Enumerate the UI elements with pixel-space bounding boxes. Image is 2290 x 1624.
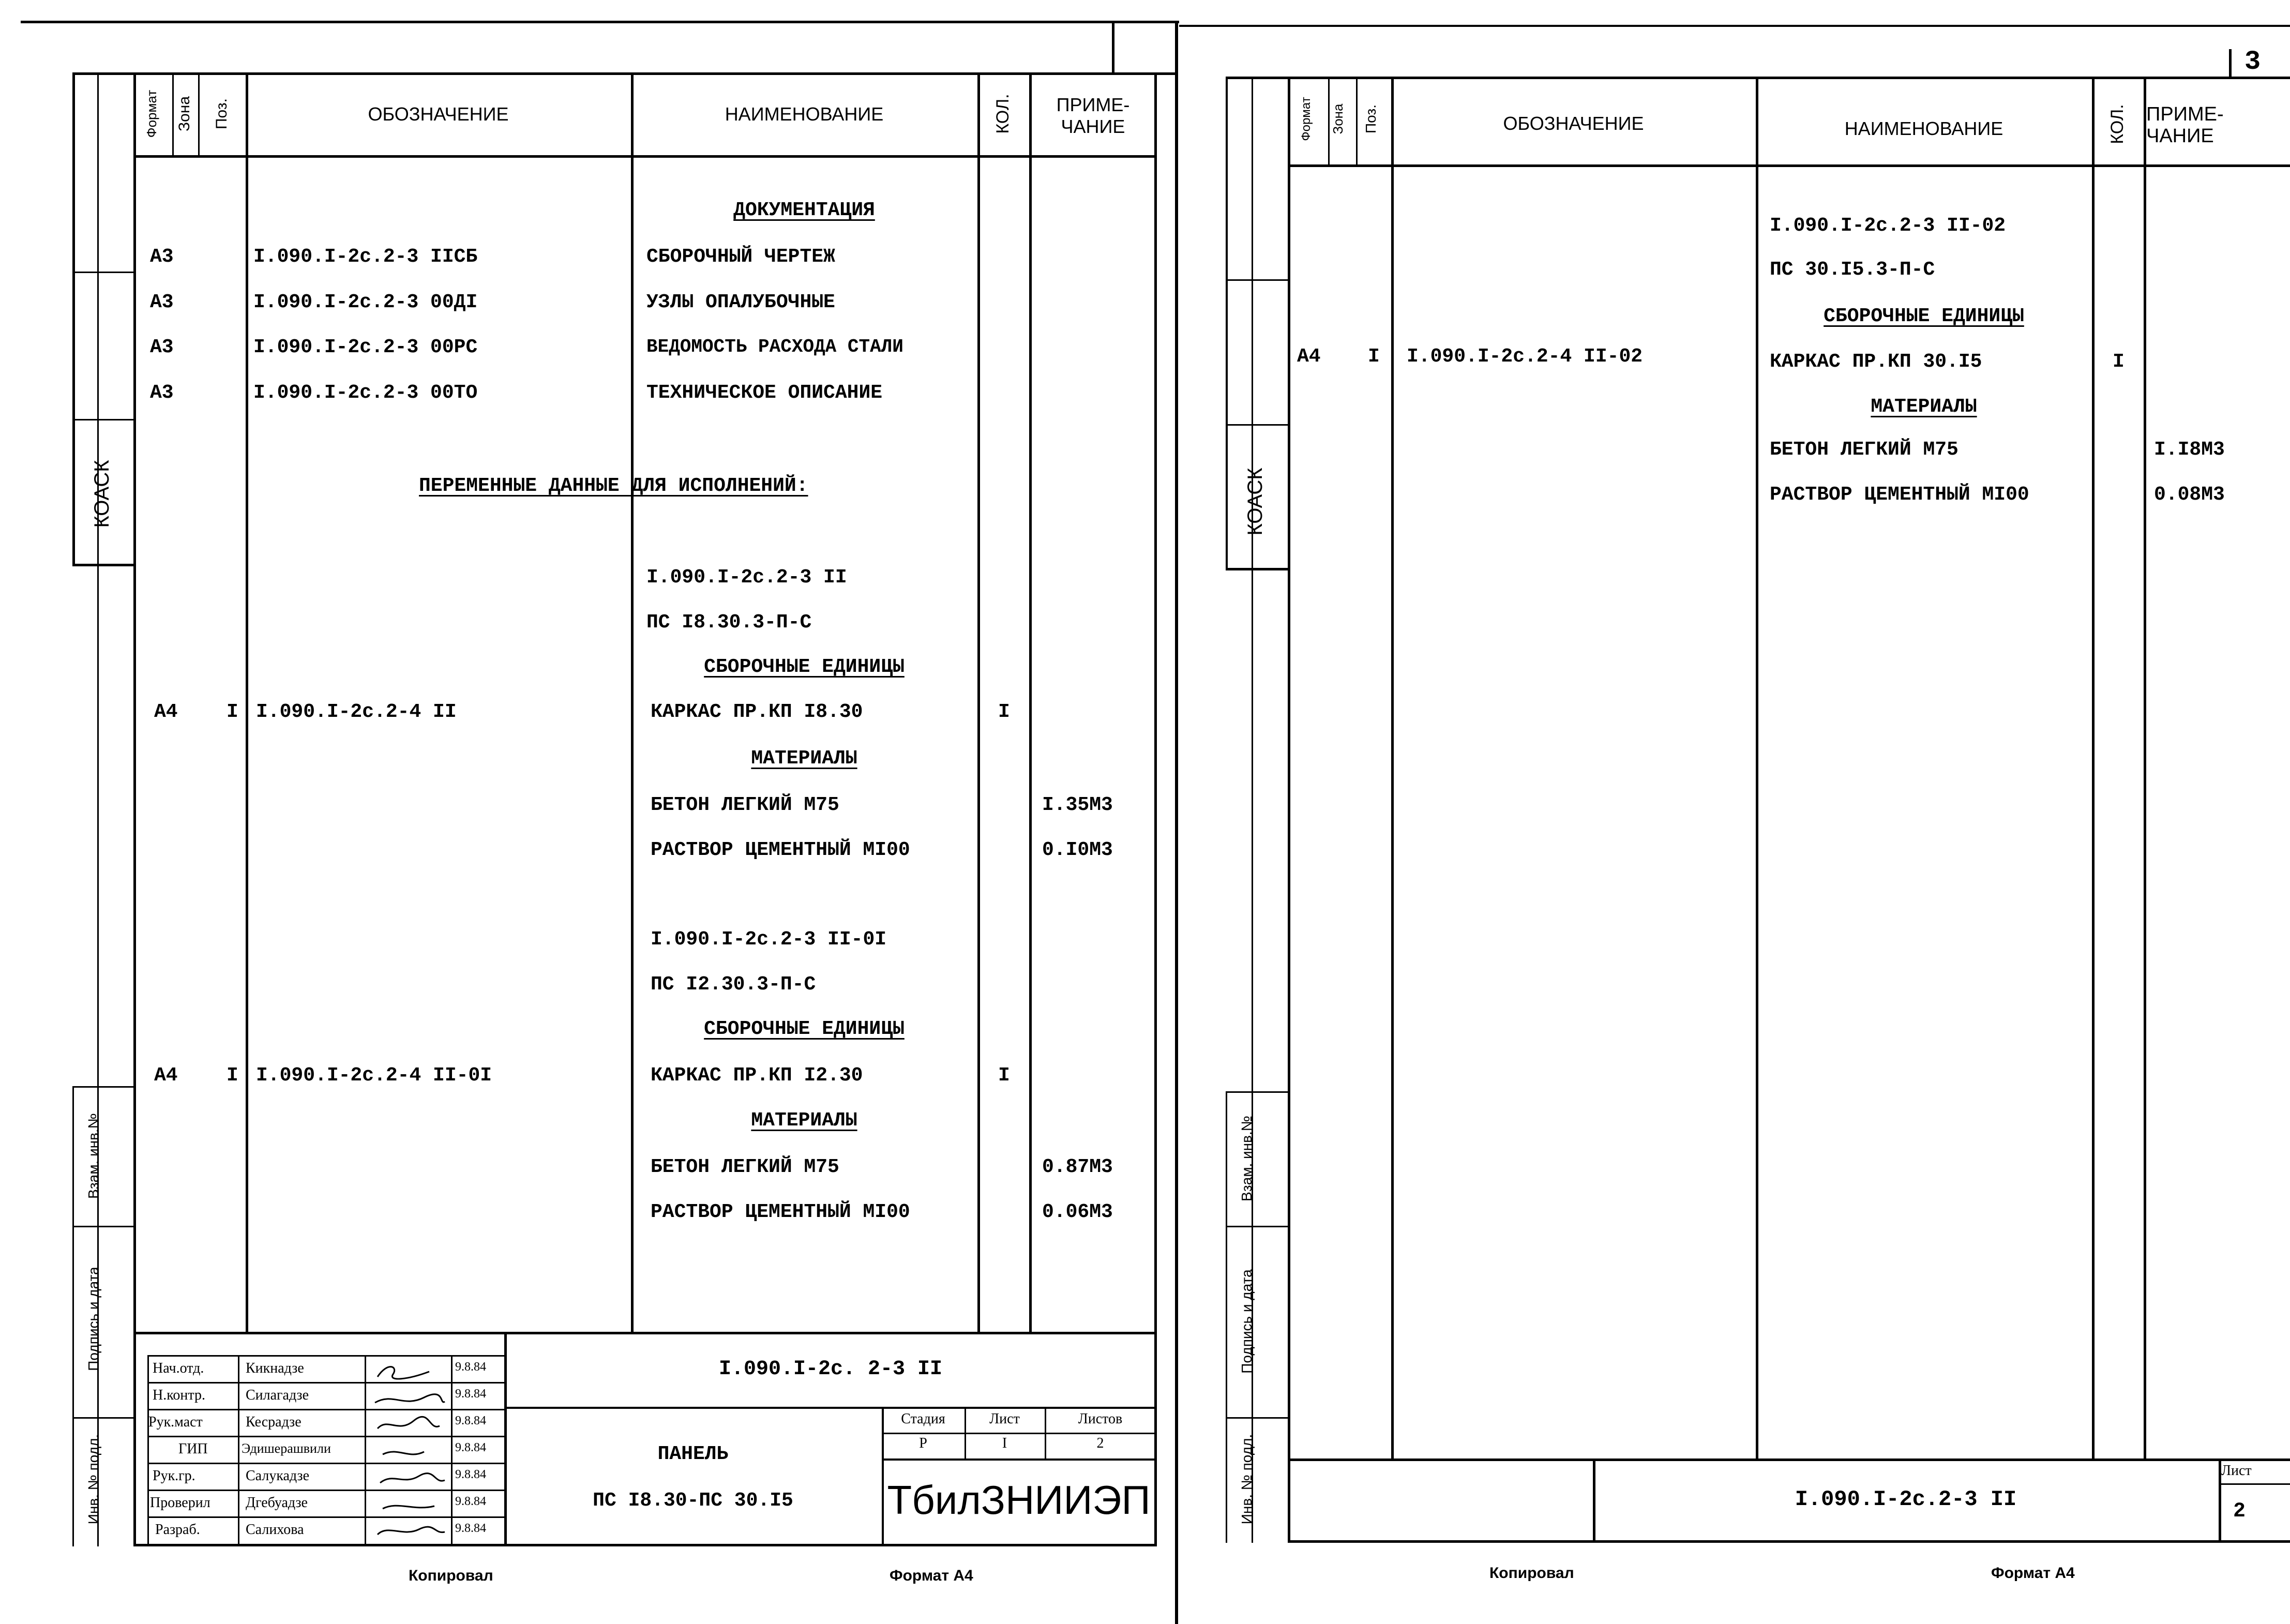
col-line: [1328, 77, 1330, 164]
stamp-date: 9.8.84: [455, 1387, 486, 1401]
stamp-sheets-header: Листов: [1078, 1411, 1123, 1427]
center-fold-line: [1175, 21, 1178, 1624]
grid-line: [451, 1355, 453, 1544]
stamp-sheet: I: [1002, 1435, 1007, 1451]
stamp-rule: [504, 1407, 1157, 1409]
stamp-person: Салукадзе: [246, 1468, 310, 1484]
row-designation: I.090.I-2с.2-3 00ДI: [253, 291, 478, 313]
row-note: 0.06М3: [1042, 1201, 1113, 1223]
row-designation: I.090.I-2с.2-4 II-02: [1407, 345, 1643, 368]
row-qty: I: [998, 1064, 1010, 1087]
hdr-qty: КОЛ.: [2107, 104, 2127, 144]
col-line: [1391, 77, 1394, 1460]
stamp-person: Кикнадзе: [246, 1360, 304, 1376]
stamp-rule: [2219, 1483, 2290, 1485]
row-note: I.I8М3: [2154, 439, 2225, 461]
hdr-note1: ПРИМЕ-: [1056, 94, 1130, 115]
stamp-person: Силагадзе: [246, 1387, 309, 1403]
stamp-person: Салихова: [246, 1522, 304, 1538]
stamp-doc-code: I.090.I-2с.2-3 II: [1795, 1487, 2017, 1512]
row-format: А4: [154, 1064, 178, 1087]
stamp-person: Эдишерашвили: [242, 1441, 331, 1456]
row-heading: СБОРОЧНЫЕ ЕДИНИЦЫ: [704, 656, 905, 678]
hdr-zone: Зона: [176, 96, 193, 132]
hdr-format: Формат: [144, 89, 159, 138]
stamp-date: 9.8.84: [455, 1522, 486, 1535]
stamp-date: 9.8.84: [455, 1441, 486, 1454]
row-qty: I: [2113, 351, 2125, 373]
row-name: БЕТОН ЛЕГКИЙ М75: [1770, 439, 1958, 461]
row-name: ВЕДОМОСТЬ РАСХОДА СТАЛИ: [646, 336, 903, 357]
row-designation: I.090.I-2с.2-4 II-0I: [256, 1064, 492, 1087]
stamp-top-rule: [133, 1332, 1157, 1334]
right-header-rule: [1288, 164, 2290, 167]
stamp-stage-header: Стадия: [901, 1411, 945, 1427]
row-format: А3: [150, 291, 174, 313]
corner-mark-line: [2229, 49, 2232, 78]
side-strip-line: [72, 1086, 74, 1546]
col-line: [1356, 77, 1358, 164]
row-designation: I.090.I-2с.2-3 IIСБ: [253, 246, 478, 268]
stamp-person: Дгебуадзе: [246, 1495, 308, 1511]
row-name: РАСТВОР ЦЕМЕНТНЫЙ МI00: [651, 839, 910, 861]
stamp-person: Кесрадзе: [246, 1414, 302, 1430]
row-name: СБОРОЧНЫЙ ЧЕРТЕЖ: [646, 246, 835, 268]
left-top-rule: [21, 21, 1179, 23]
row-name: РАСТВОР ЦЕМЕНТНЫЙ МI00: [651, 1201, 910, 1223]
row-heading: ДОКУМЕНТАЦИЯ: [733, 199, 875, 221]
left-frame-right: [1154, 72, 1157, 1546]
stamp-role: Проверил: [150, 1495, 210, 1511]
stamp-sheet: 2: [2233, 1500, 2246, 1523]
stamp-top-rule: [1288, 1458, 2290, 1461]
corner-page-number: 3: [2244, 47, 2261, 77]
right-top-rule: [1179, 25, 2290, 27]
row-format: А3: [150, 336, 174, 358]
left-top-tick: [1112, 21, 1114, 72]
row-variant-code: I.090.I-2с.2-3 II: [646, 566, 847, 589]
row-format: А4: [1297, 345, 1321, 368]
footer-copied: Копировал: [409, 1567, 493, 1584]
row-designation: I.090.I-2с.2-3 00ТО: [253, 382, 478, 404]
col-line: [2092, 77, 2095, 1460]
row-variant-ps: ПС 30.I5.3-П-С: [1770, 259, 1935, 281]
row-variant-code: I.090.I-2с.2-3 II-0I: [651, 928, 887, 951]
row-format: А3: [150, 246, 174, 268]
side-strip-rule: [72, 1417, 133, 1419]
stamp-org: ТбилЗНИИЭП: [887, 1477, 1151, 1523]
side-strip-rule: [1226, 279, 1288, 281]
grid-line: [365, 1355, 366, 1544]
stamp-role: Рук.маст: [148, 1414, 203, 1430]
hdr-designation: ОБОЗНАЧЕНИЕ: [368, 103, 509, 125]
col-line: [977, 72, 980, 1334]
row-variant-code: I.090.I-2с.2-3 II-02: [1770, 215, 2006, 237]
stamp-sheet-header: Лист: [2221, 1463, 2252, 1479]
stamp-stage: Р: [919, 1435, 927, 1451]
stamp-date: 9.8.84: [455, 1414, 486, 1427]
stamp-signature-grid: [147, 1355, 505, 1544]
hdr-pos: Поз.: [213, 98, 230, 129]
side-strip-rule: [1226, 1091, 1288, 1093]
hdr-zone: Зона: [1330, 103, 1346, 134]
side-strip-rule: [1226, 424, 1288, 426]
hdr-pos: Поз.: [1363, 104, 1379, 133]
row-pos: I: [1368, 345, 1380, 368]
hdr-note2: ЧАНИЕ: [1061, 116, 1125, 137]
side-strip-rule: [72, 1086, 133, 1088]
row-variant-ps: ПС I8.30.3-П-С: [646, 611, 812, 634]
hdr-qty: КОЛ.: [993, 94, 1013, 134]
row-heading: СБОРОЧНЫЕ ЕДИНИЦЫ: [1824, 305, 2024, 327]
side-field-signature: Подпись и дата: [85, 1267, 101, 1371]
row-heading: МАТЕРИАЛЫ: [1871, 396, 1977, 418]
side-field-signature: Подпись и дата: [1239, 1269, 1255, 1374]
row-name: БЕТОН ЛЕГКИЙ М75: [651, 794, 839, 816]
row-name: КАРКАС ПР.КП I2.30: [651, 1064, 863, 1087]
side-strip-rule: [1226, 1226, 1288, 1227]
stamp-sheet-header: Лист: [989, 1411, 1020, 1427]
left-header-rule: [133, 155, 1157, 158]
footer-format: Формат А4: [890, 1567, 973, 1584]
left-frame-bottom: [133, 1544, 1157, 1546]
stamp-rule: [882, 1458, 1157, 1461]
side-strip-rule: [72, 564, 133, 566]
hdr-format: Формат: [1299, 97, 1313, 141]
side-field-replace: Взам. инв.№: [85, 1113, 101, 1199]
row-format: А3: [150, 382, 174, 404]
left-frame-left: [133, 72, 136, 1546]
stamp-role: Рук.гр.: [153, 1468, 195, 1484]
col-line: [198, 72, 200, 155]
stamp-role: ГИП: [178, 1441, 208, 1457]
row-qty: I: [998, 701, 1010, 723]
row-name: КАРКАС ПР.КП I8.30: [651, 701, 863, 723]
row-name: КАРКАС ПР.КП 30.I5: [1770, 351, 1982, 373]
row-name: РАСТВОР ЦЕМЕНТНЫЙ МI00: [1770, 484, 2029, 506]
row-name: БЕТОН ЛЕГКИЙ М75: [651, 1156, 839, 1178]
row-note: 0.87М3: [1042, 1156, 1113, 1178]
side-strip-rule: [1226, 568, 1288, 570]
footer-copied: Копировал: [1489, 1565, 1574, 1582]
row-format: А4: [154, 701, 178, 723]
row-pos: I: [227, 1064, 238, 1087]
stamp-role: Н.контр.: [153, 1387, 205, 1403]
row-pos: I: [227, 701, 238, 723]
stamp-role: Разраб.: [155, 1522, 200, 1538]
stamp-date: 9.8.84: [455, 1495, 486, 1508]
grid-line: [238, 1355, 239, 1544]
hdr-designation: ОБОЗНАЧЕНИЕ: [1503, 113, 1644, 134]
side-strip-rule: [72, 1226, 133, 1227]
row-designation: I.090.I-2с.2-4 II: [256, 701, 457, 723]
col-line: [1756, 77, 1758, 1460]
side-label-koask: КОАСК: [91, 460, 113, 528]
stamp-date: 9.8.84: [455, 1360, 486, 1374]
hdr-name: НАИМЕНОВАНИЕ: [725, 103, 884, 125]
side-strip-rule: [72, 272, 133, 273]
left-frame-top: [72, 72, 1175, 75]
row-note: 0.I0М3: [1042, 839, 1113, 861]
footer-format: Формат А4: [1991, 1565, 2075, 1582]
stamp-sheets: 2: [1096, 1435, 1104, 1451]
stamp-rule: [882, 1433, 1157, 1434]
row-heading: МАТЕРИАЛЫ: [751, 1109, 857, 1132]
side-field-inv: Инв. № подл.: [1239, 1434, 1255, 1525]
right-frame-bottom: [1288, 1540, 2290, 1543]
row-heading: СБОРОЧНЫЕ ЕДИНИЦЫ: [704, 1018, 905, 1040]
row-name: ТЕХНИЧЕСКОЕ ОПИСАНИЕ: [646, 382, 883, 404]
row-note: 0.08М3: [2154, 484, 2225, 506]
side-field-inv: Инв. № подл.: [85, 1434, 101, 1525]
row-note: I.35М3: [1042, 794, 1113, 816]
hdr-name: НАИМЕНОВАНИЕ: [1844, 118, 2003, 139]
row-designation: I.090.I-2с.2-3 00РС: [253, 336, 478, 358]
stamp-role: Нач.отд.: [153, 1360, 204, 1376]
side-strip-line: [1226, 1091, 1227, 1543]
side-strip-rule: [72, 419, 133, 420]
side-strip-line: [72, 72, 75, 564]
hdr-note2: ЧАНИЕ: [2146, 125, 2214, 147]
right-frame-left: [1288, 77, 1290, 1543]
row-heading-variants: ПЕРЕМЕННЫЕ ДАННЫЕ ДЛЯ ИСПОЛНЕНИЙ:: [419, 475, 808, 497]
col-line: [246, 72, 248, 1334]
side-label-koask: КОАСК: [1244, 468, 1267, 536]
signature-scribbles: [367, 1356, 450, 1542]
stamp-title-panel: ПАНЕЛЬ: [657, 1443, 729, 1465]
side-strip-rule: [1226, 1417, 1288, 1419]
stamp-doc-code: I.090.I-2с. 2-3 II: [718, 1358, 943, 1381]
col-line: [631, 72, 634, 1334]
stamp-title-ps: ПС I8.30-ПС 30.I5: [593, 1490, 793, 1512]
hdr-note1: ПРИМЕ-: [2146, 103, 2224, 125]
col-line: [172, 72, 174, 155]
side-field-replace: Взам. инв.№: [1239, 1116, 1255, 1201]
row-variant-ps: ПС I2.30.3-П-С: [651, 973, 816, 996]
row-name: УЗЛЫ ОПАЛУБОЧНЫЕ: [646, 291, 835, 313]
row-heading: МАТЕРИАЛЫ: [751, 747, 857, 770]
col-line: [1029, 72, 1032, 1334]
grid-line: [147, 1355, 149, 1544]
stamp-date: 9.8.84: [455, 1468, 486, 1481]
col-line: [2144, 77, 2146, 1460]
side-strip-line: [1226, 77, 1228, 568]
